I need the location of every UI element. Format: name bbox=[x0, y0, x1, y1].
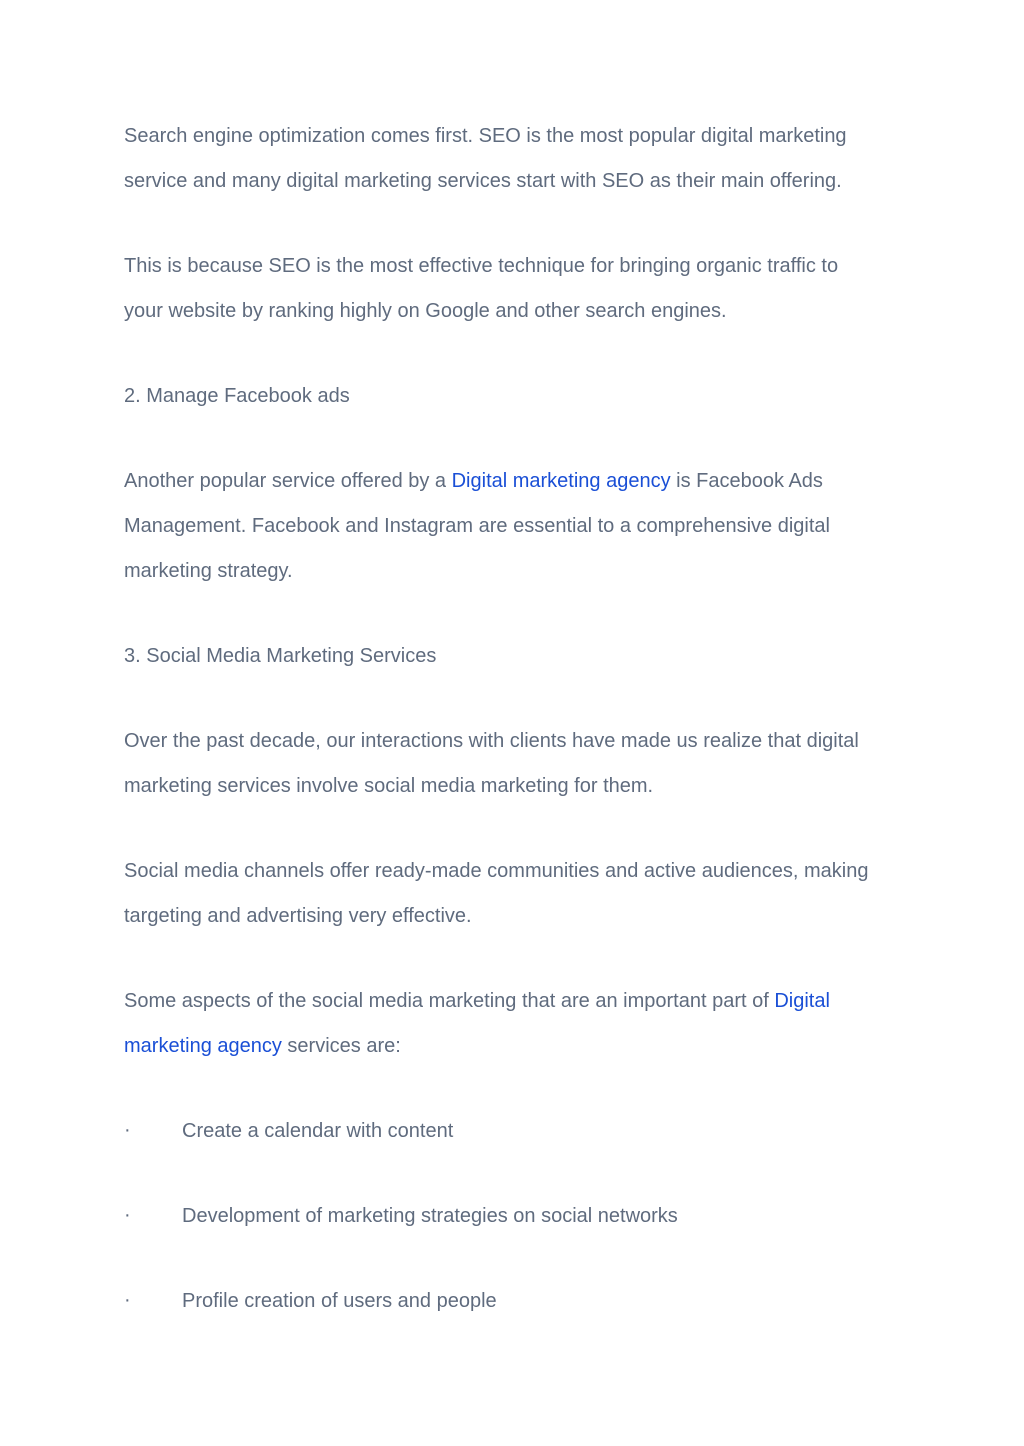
paragraph-aspects-line-1 bbox=[124, 989, 830, 1013]
paragraph-facebook-text-before: Another popular service offered by a bbox=[124, 470, 452, 492]
bullet-dot: · bbox=[124, 1119, 131, 1141]
paragraph-facebook-line-3: marketing strategy. bbox=[124, 560, 293, 582]
digital-marketing-agency-link[interactable]: Digital marketing agency bbox=[451, 470, 671, 492]
list-item-text: Create a calendar with content bbox=[182, 1120, 454, 1142]
paragraph-channels-line-1: Social media channels offer ready-made communities and active audiences, making bbox=[124, 860, 869, 882]
bullet-dot: · bbox=[124, 1289, 131, 1311]
paragraph-aspects-text-after: services are: bbox=[281, 1035, 401, 1057]
section-heading-facebook-ads: 2. Manage Facebook ads bbox=[124, 385, 350, 407]
paragraph-facebook-line-2: Management. Facebook and Instagram are essential to a comprehensive digital bbox=[124, 515, 830, 537]
list-item-text: Profile creation of users and people bbox=[182, 1290, 497, 1312]
paragraph-traffic-line-1: This is because SEO is the most effective technique for bringing organic traffic to bbox=[124, 255, 839, 277]
digital-marketing-agency-link-2-part-1[interactable]: Digital bbox=[774, 990, 830, 1012]
section-heading-social-media: 3. Social Media Marketing Services bbox=[124, 645, 437, 667]
paragraph-facebook-line-1 bbox=[124, 469, 823, 493]
paragraph-facebook-text-after: is Facebook Ads bbox=[670, 470, 823, 492]
bullet-dot: · bbox=[124, 1204, 131, 1226]
paragraph-seo-line-2: service and many digital marketing services start with SEO as their main offering. bbox=[124, 170, 842, 192]
digital-marketing-agency-link-2-part-2[interactable]: marketing agency bbox=[124, 1035, 282, 1057]
paragraph-aspects-line-2 bbox=[124, 1034, 401, 1058]
paragraph-traffic-line-2: your website by ranking highly on Google and other search engines. bbox=[124, 300, 727, 322]
paragraph-clients-line-2: marketing services involve social media marketing for them. bbox=[124, 775, 654, 797]
paragraph-channels-line-2: targeting and advertising very effective. bbox=[124, 905, 472, 927]
list-item-text: Development of marketing strategies on social networks bbox=[182, 1205, 678, 1227]
paragraph-seo-line-1: Search engine optimization comes first. SEO is the most popular digital marketing bbox=[124, 125, 847, 147]
paragraph-clients-line-1: Over the past decade, our interactions with clients have made us realize that digital bbox=[124, 730, 859, 752]
paragraph-aspects-text-before: Some aspects of the social media marketing that are an important part of bbox=[124, 990, 775, 1012]
